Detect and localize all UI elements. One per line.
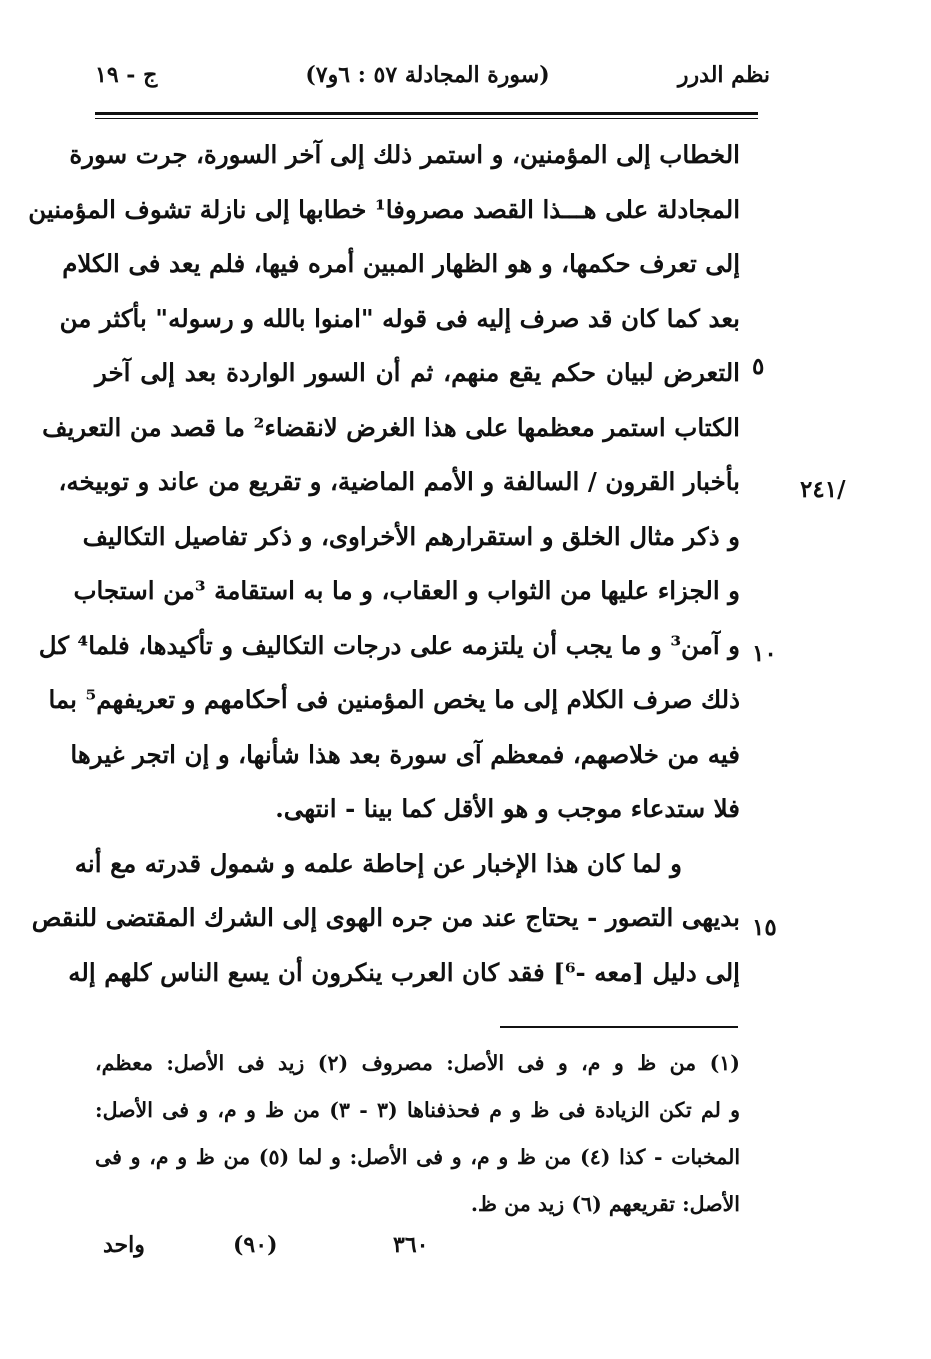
text-line: بديهى التصور - يحتاج عند من جره الهوى إلى الشرك المقتضى للنقص (31, 903, 740, 932)
text-line: و ذكر مثال الخلق و استقرارهم الأخراوى، و ذكر تفاصيل التكاليف (82, 521, 740, 551)
text-line: و الجزاء عليها من الثواب و العقاب، و ما به استقامة ³من استجاب (73, 576, 740, 605)
header-rule-thick (95, 112, 758, 115)
footnote-line: المخبات - كذا (٤) من ظ و م، و فى الأصل: و لما (٥) من ظ و م، و فى (95, 1145, 741, 1169)
line-number: ٥ (752, 353, 765, 380)
text-line: إلى تعرف حكمها، و هو الظهار المبين أمره فيها، فلم يعد فى الكلام (62, 249, 740, 278)
text-line: التعرض لبيان حكم يقع منهم، ثم أن السور الواردة بعد إلى آخر (95, 358, 740, 387)
main-text (28, 128, 740, 1000)
text-line: الكتاب استمر معظمها على هذا الغرض لانقضاء² ما قصد من التعريف (42, 412, 740, 442)
footnote-line: الأصل: تقريعهم (٦) زيد من ظ. (470, 1192, 740, 1216)
catchword: واحد (103, 1232, 145, 1258)
text-line: المجادلة على هـــذا القصد مصروفا¹ خطابها إلى نازلة تشوف المؤمنين (28, 194, 740, 224)
page-footer (95, 1232, 740, 1266)
page-number: ٣٦٠ (393, 1232, 429, 1258)
header-rule-thin (95, 118, 758, 119)
footnote-rule (500, 1026, 738, 1028)
text-line: و آمن³ و ما يجب أن يلتزمه على درجات التكاليف و تأكيدها، فلما⁴ كل (38, 630, 740, 660)
text-line: الخطاب إلى المؤمنين، و استمر ذلك إلى آخر السورة، جرت سورة (69, 140, 740, 169)
text-line: ذلك صرف الكلام إلى ما يخص المؤمنين فى أحكامهم و تعريفهم⁵ بما (48, 685, 740, 714)
running-header (85, 62, 770, 102)
footnote-line: و لم تكن الزيادة فى ظ و م فحذفناها (٣ - ٣) من ظ و م، و فى الأصل: (95, 1098, 740, 1122)
text-line: بعد كما كان قد صرف إليه فى قوله "امنوا بالله و رسوله" بأكثر من (59, 303, 740, 333)
footnotes (95, 1040, 740, 1228)
text-line: فيه من خلاصهم، فمعظم آى سورة بعد هذا شأنها، و إن اتجر غيرها (70, 739, 740, 769)
line-number: ١٠ (752, 640, 777, 667)
line-number: ١٥ (752, 914, 777, 941)
signature-mark: (٩٠) (233, 1232, 278, 1258)
volume-page-reference: ج - ١٩ (95, 62, 158, 88)
text-line: فلا ستدعاء موجب و هو الأقل كما بينا - انتهى. (275, 794, 740, 823)
surah-reference: (سورة المجادلة ٥٧ : ٦و٧) (305, 62, 550, 88)
footnote-line: (١) من ظ و م، و فى الأصل: مصروف (٢) زيد فى الأصل: معظم، (95, 1051, 740, 1075)
book-title: نظم الدرر (677, 62, 770, 88)
text-line: بأخبار القرون / السالفة و الأمم الماضية، و تقريع من عاند و توبيخه، (58, 467, 740, 496)
text-line: و لما كان هذا الإخبار عن إحاطة علمه و شمول قدرته مع أنه (74, 848, 682, 878)
manuscript-folio-reference: /٢٤١ (800, 476, 846, 503)
text-line: إلى دليل [معه -⁶] فقد كان العرب ينكرون أن يسع الناس كلهم إله (68, 957, 740, 987)
